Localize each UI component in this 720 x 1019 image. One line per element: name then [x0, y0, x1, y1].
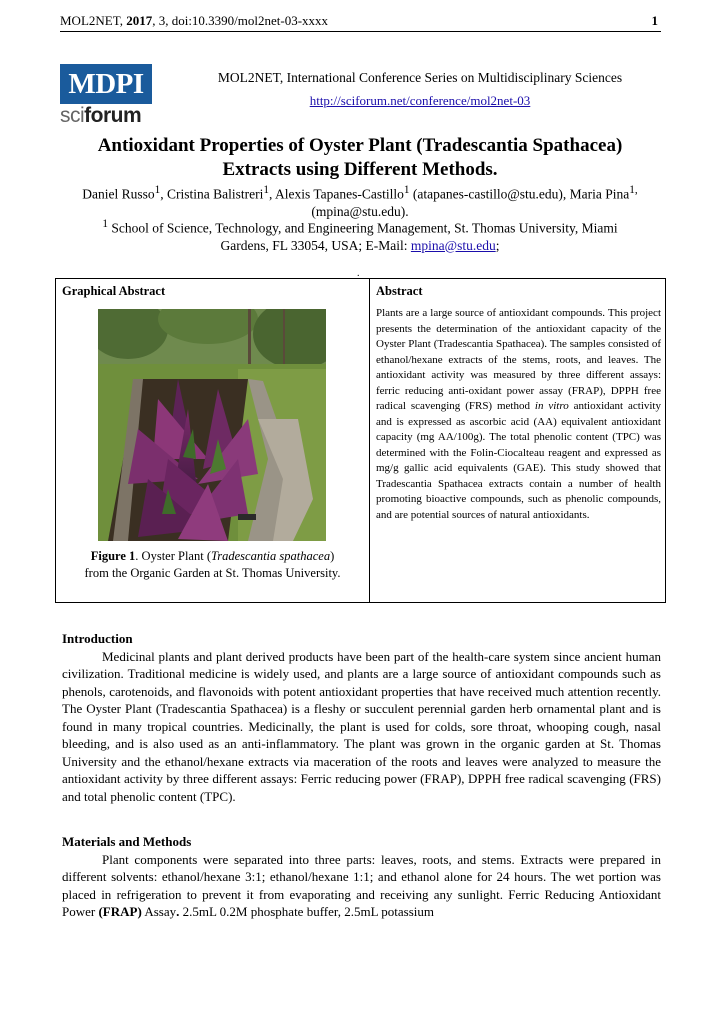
figure-caption	[60, 548, 365, 582]
figure-caption-prefix: . Oyster Plant (	[135, 549, 211, 563]
author-1-sup: 1	[154, 184, 161, 196]
methods-text	[62, 851, 661, 921]
journal-prefix: MOL2NET,	[60, 13, 127, 28]
author-3: , Alexis Tapanes-Castillo	[269, 186, 404, 202]
sciforum-logo	[60, 103, 141, 129]
methods-assay-dot: .	[176, 904, 180, 919]
figure-caption-suffix: )	[330, 549, 335, 563]
journal-year: 2017	[126, 13, 153, 28]
author-1: Daniel Russo	[82, 186, 155, 202]
introduction-text: Medicinal plants and plant derived products have been part of the health-care system since ancient human civilization. Traditional medicine is widely used, and plants are a large source of antioxidant compounds such as phenols, carotenoids, and flavonoids with potent antioxidant properties that have received much attention recently. The Oyster Plant (Tradescantia Spathacea) is a fleshy or succulent perennial garden herb ornamental plant and is found in many tropical countries. Medicinally, the plant is used for colds, sore throat, whooping cough, nasal bleeding, and is also used as an anti-inflammatory. The plant was grown in the organic garden at St. Thomas University and the ethanol/hexane extracts via maceration of the roots and leaves were analyzed to measure the antioxidant activity by three different assays: Ferric reducing power (FRAP), DPPH free radical scavenging (FRS) and total phenolic content (TPC).	[62, 648, 661, 804]
conference-name: MOL2NET, International Conference Series on Multidisciplinary Sciences	[217, 70, 623, 85]
methods-heading: Materials and Methods	[62, 834, 192, 849]
author-3-contact: (atapanes-castillo@stu.edu), Maria Pina	[409, 186, 630, 202]
author-2-sup: 1	[263, 184, 269, 196]
affiliation-line-2-end: ;	[495, 237, 500, 253]
affiliation-email-link[interactable]: mpina@stu.edu	[410, 237, 496, 253]
abstract-text	[376, 306, 661, 523]
methods-section	[62, 833, 661, 921]
author-list	[60, 182, 660, 220]
methods-assay: Assay	[141, 904, 177, 919]
author-3-sup: 1	[403, 184, 410, 196]
oyster-plant-photo	[98, 309, 326, 541]
abstract-text-part-2: antioxidant activity and is expressed as ascorbic acid (AA) equivalent antioxidant capacity (mg AA/100g). The total phenolic content (TPC) was determined with the Folin-Ciocalteau reagent and expressed as mg/g gallic acid equivalents (GAE). This study showed that Tradescantia Spathacea extracts contain a number of health promoting bioactive compounds, such as phenolic compounds, and are potential sources of natural antioxidants.	[376, 400, 661, 521]
author-4-sup: 1,	[629, 184, 638, 196]
figure-caption-line-2: from the Organic Garden at St. Thomas University.	[84, 566, 341, 580]
conference-link[interactable]: http://sciforum.net/conference/mol2net-03	[309, 93, 531, 108]
title-line-2: Extracts using Different Methods.	[222, 159, 498, 180]
methods-text-main: Plant components were separated into three parts: leaves, roots, and stems. Extracts were prepared in different solvents: ethanol/hexane 3:1; ethanol/hexane 1:1; and ethanol alone for 24 hours. The wet portion was placed in refrigeration to prevent it from evaporating and receiving any sunlight. Ferric Reducing Antioxidant Power	[62, 851, 661, 919]
figure-label: Figure 1	[90, 549, 136, 563]
affiliation-line-2: Gardens, FL 33054, USA; E-Mail:	[220, 237, 411, 253]
introduction-heading: Introduction	[62, 631, 133, 646]
separator-dot: .	[357, 268, 360, 279]
figure-caption-species: Tradescantia spathacea	[210, 549, 331, 563]
author-4-contact: (mpina@stu.edu).	[311, 203, 409, 219]
graphical-abstract-heading: Graphical Abstract	[62, 284, 166, 298]
abstract-text-italic: in vitro	[534, 400, 569, 412]
abstract-heading: Abstract	[376, 284, 423, 298]
affiliation-sup: 1	[102, 218, 108, 230]
abstract-text-part-1: Plants are a large source of antioxidant compounds. This project presents the determination of the antioxidant capacity of the Oyster Plant (Tradescantia Spathacea). The samples consisted of ethanol/hexane extracts of the stems, roots, and leaves. The antioxidant activity was measured by three different assays: ferric reducing anti-oxidant power assay (FRAP), DPPH free radical scavenging (FRS) method	[376, 307, 661, 412]
methods-frap: (FRAP)	[98, 904, 142, 919]
abstract-table-divider	[369, 278, 370, 603]
header-rule	[60, 31, 661, 32]
journal-suffix: , 3, doi:10.3390/mol2net-03-xxxx	[152, 13, 329, 28]
sciforum-logo-forum: forum	[84, 104, 142, 127]
sciforum-logo-sci: sci	[60, 104, 85, 127]
methods-text-end: 2.5mL 0.2M phosphate buffer, 2.5mL potassium	[179, 904, 434, 919]
affiliation	[60, 216, 660, 254]
running-header	[60, 13, 660, 29]
title-line-1: Antioxidant Properties of Oyster Plant (Tradescantia Spathacea)	[97, 135, 623, 156]
affiliation-line-1: School of Science, Technology, and Engineering Management, St. Thomas University, Miami	[107, 220, 618, 236]
page-number: 1	[651, 13, 658, 28]
paper-title	[60, 134, 660, 182]
mdpi-logo: MDPI	[60, 64, 152, 104]
introduction-section	[62, 630, 661, 805]
author-2: , Cristina Balistreri	[160, 186, 264, 202]
